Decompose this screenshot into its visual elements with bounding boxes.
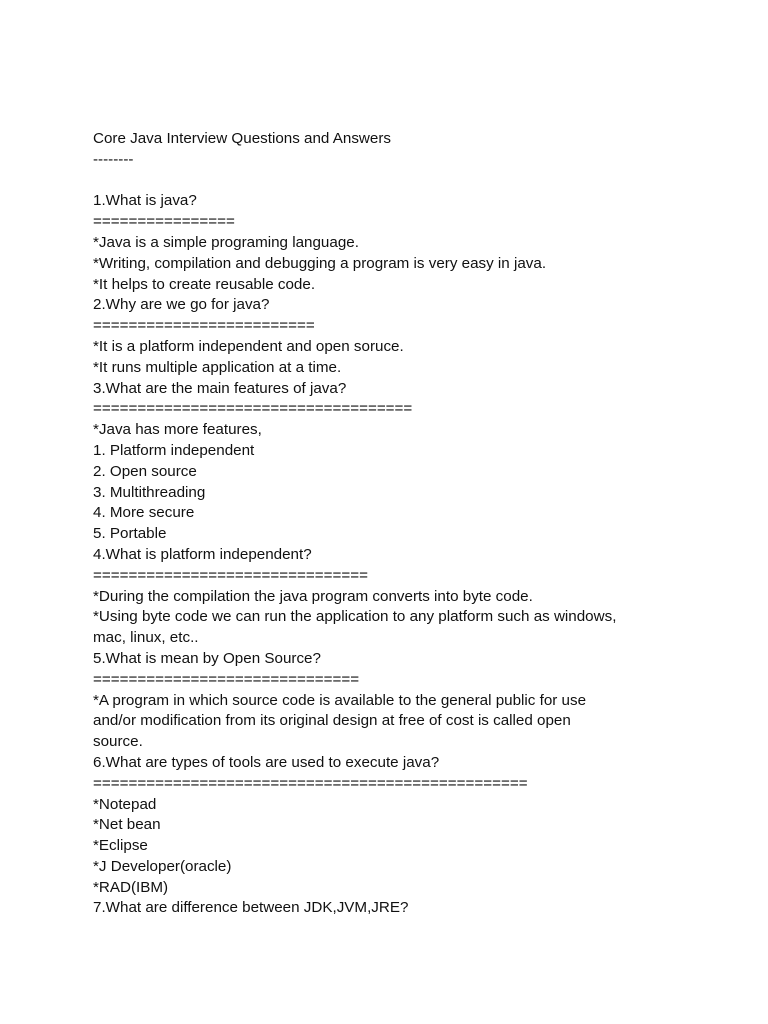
list-item: *RAD(IBM) — [93, 878, 169, 896]
answer-line: *During the compilation the java program converts into byte code. — [93, 587, 533, 605]
list-item: 4. More secure — [93, 504, 195, 522]
blank-line — [93, 171, 733, 192]
answer-line: *Java is a simple programing language. — [93, 233, 359, 251]
answer-line: *Java has more features, — [93, 421, 262, 439]
heading-rule: =============================== — [93, 566, 368, 584]
answer-line: *Writing, compilation and debugging a program is very easy in java. — [93, 254, 547, 272]
heading-rule: ========================= — [93, 317, 315, 335]
question-heading: 6.What are types of tools are used to execute java? — [93, 753, 440, 771]
question-heading: 3.What are the main features of java? — [93, 379, 347, 397]
list-item: *J Developer(oracle) — [93, 857, 232, 875]
answer-line: *Using byte code we can run the application to any platform such as windows, — [93, 608, 617, 626]
title-rule: -------- — [93, 150, 134, 168]
heading-rule: ================================================= — [93, 774, 528, 792]
list-item: 3. Multithreading — [93, 483, 206, 501]
question-heading: 7.What are difference between JDK,JVM,JRE? — [93, 899, 409, 917]
list-item: 5. Portable — [93, 525, 167, 543]
answer-line: *It helps to create reusable code. — [93, 275, 316, 293]
list-item: *Notepad — [93, 795, 157, 813]
list-item: 1. Platform independent — [93, 441, 255, 459]
answer-line: mac, linux, etc.. — [93, 629, 199, 647]
document-title: Core Java Interview Questions and Answers — [93, 130, 391, 147]
question-heading: 4.What is platform independent? — [93, 545, 312, 563]
heading-rule: ==================================== — [93, 400, 413, 418]
document-body — [93, 129, 733, 919]
question-heading: 2.Why are we go for java? — [93, 296, 270, 314]
answer-line: *A program in which source code is available to the general public for use — [93, 691, 587, 709]
question-heading: 5.What is mean by Open Source? — [93, 649, 321, 667]
heading-rule: ================ — [93, 213, 235, 231]
answer-line: and/or modification from its original design at free of cost is called open — [93, 712, 571, 730]
answer-line: *It is a platform independent and open soruce. — [93, 337, 404, 355]
list-item: *Net bean — [93, 816, 161, 834]
answer-line: source. — [93, 733, 143, 751]
answer-line: *It runs multiple application at a time. — [93, 358, 342, 376]
heading-rule: ============================== — [93, 670, 360, 688]
list-item: 2. Open source — [93, 462, 197, 480]
question-heading: 1.What is java? — [93, 192, 197, 210]
list-item: *Eclipse — [93, 837, 148, 855]
